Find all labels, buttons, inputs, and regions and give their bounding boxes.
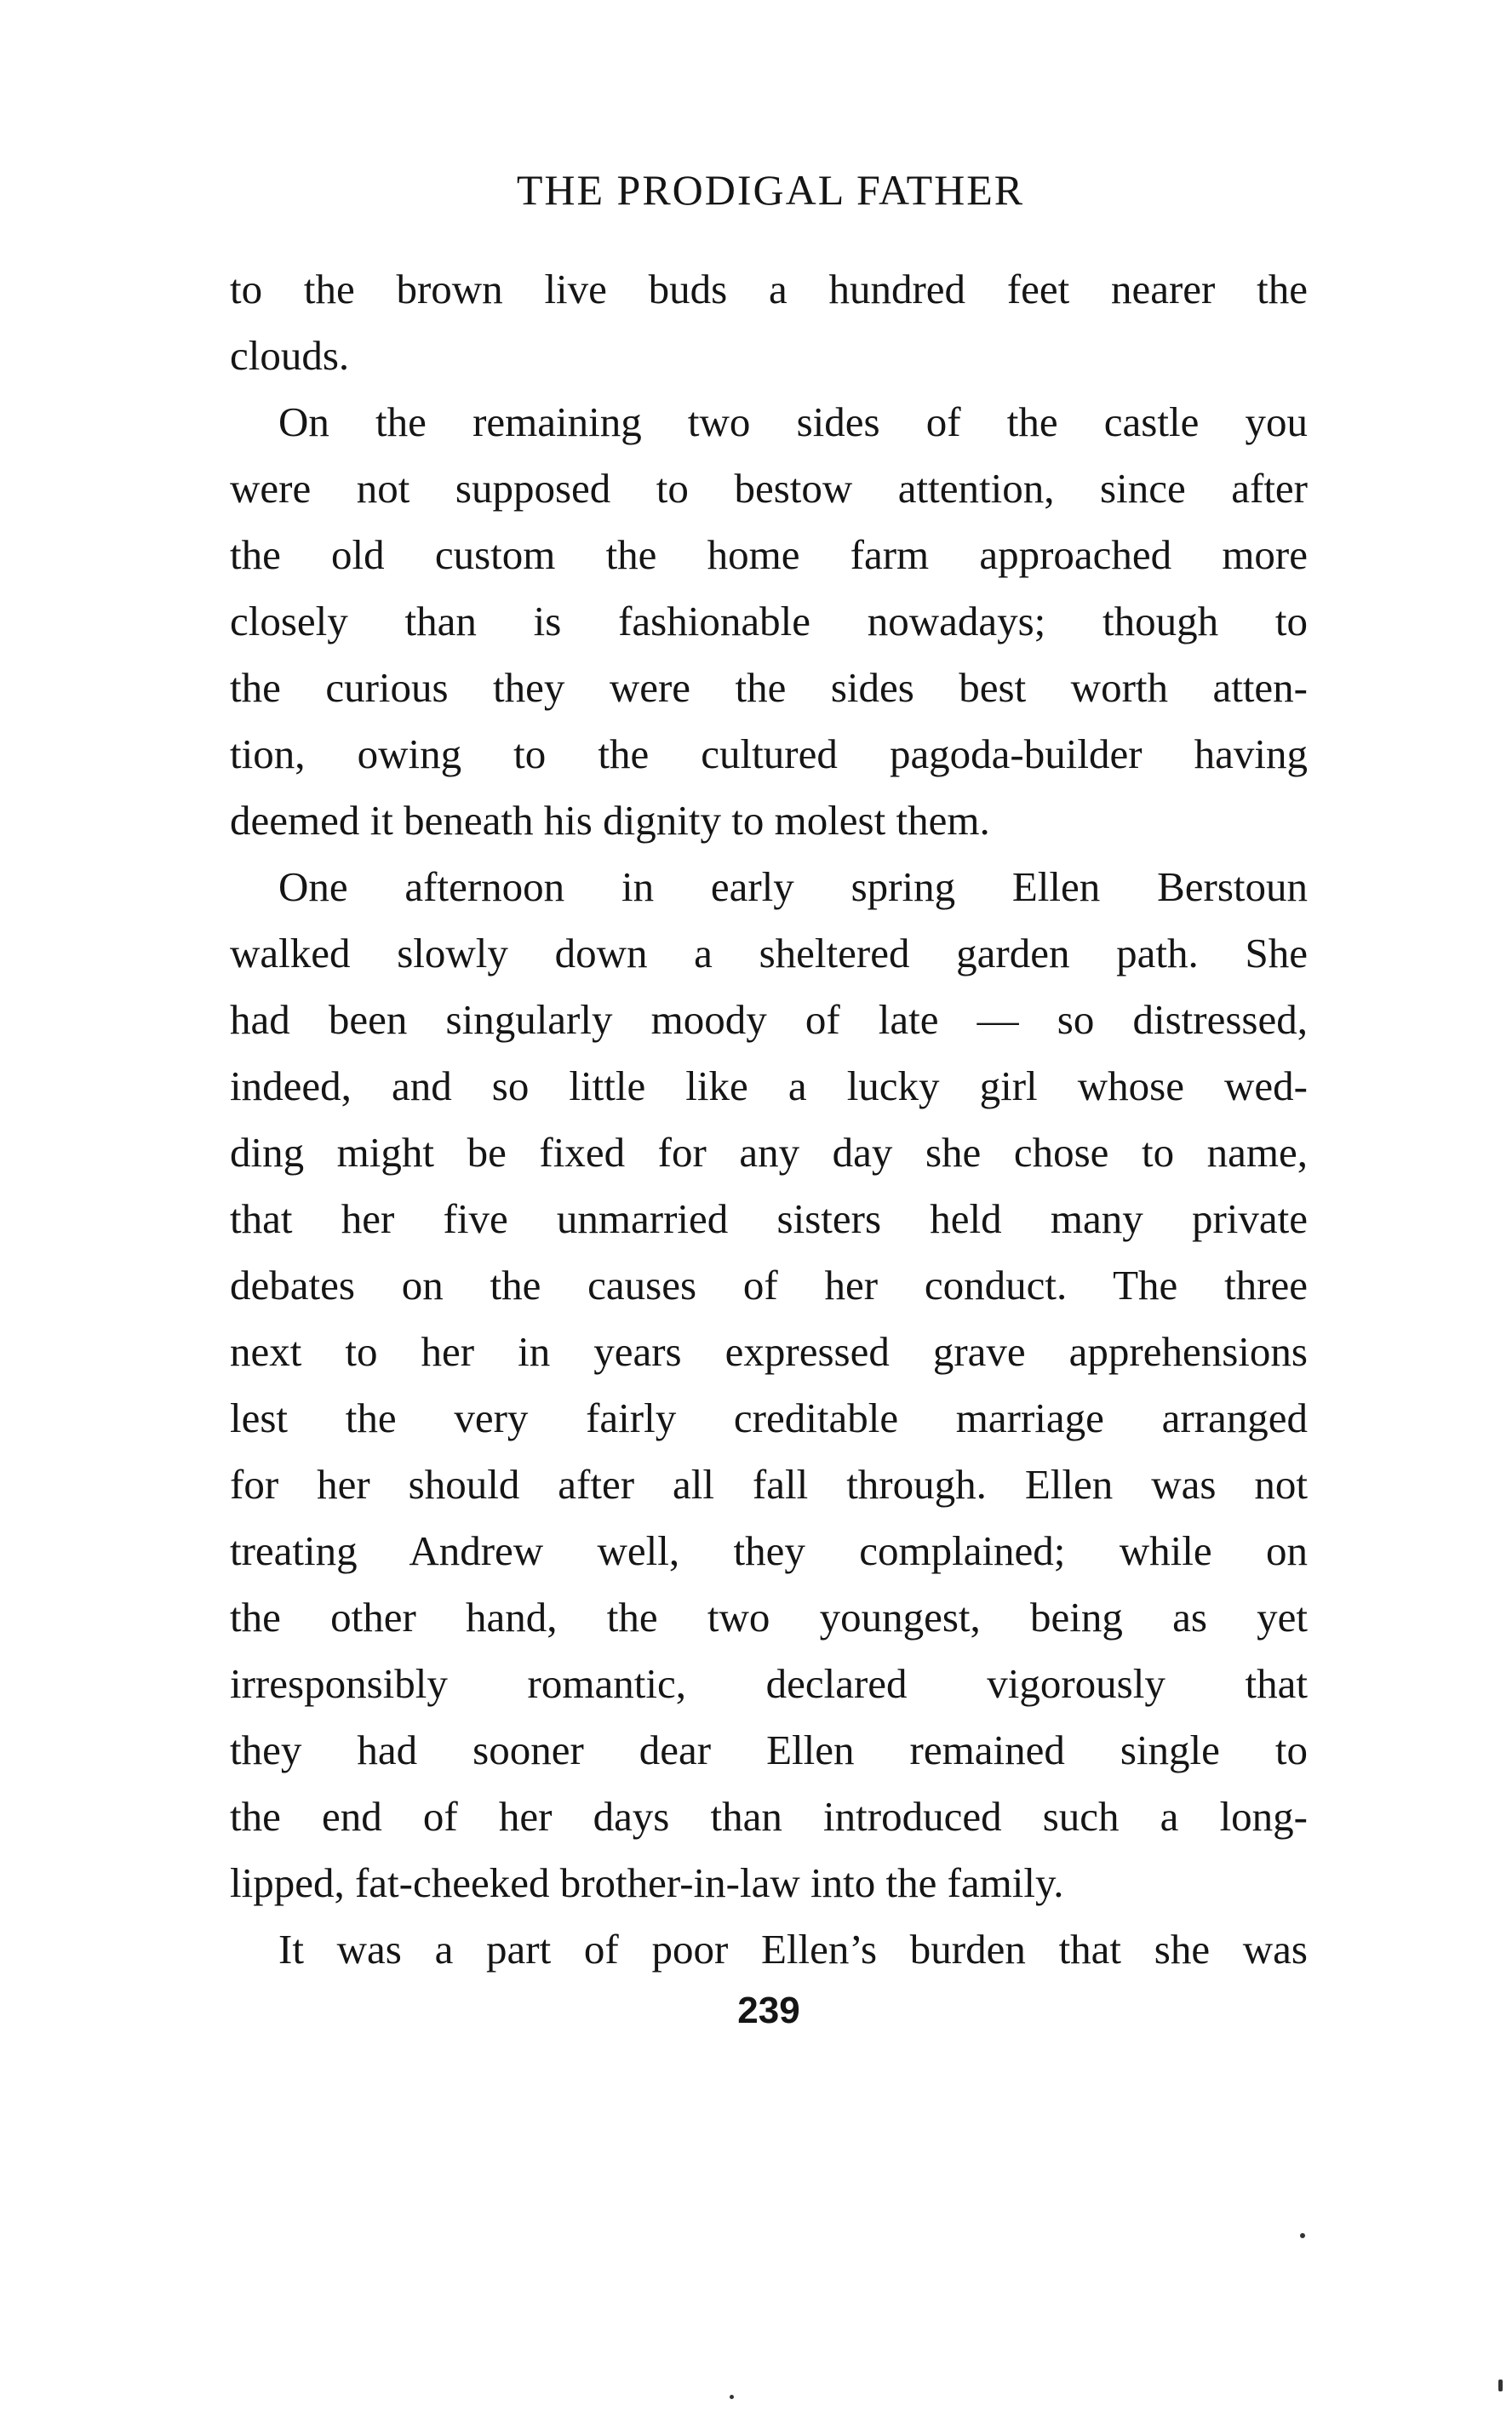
text-line: lest the very fairly creditable marriage arranged <box>230 1394 1308 1441</box>
text-line: the end of her days than introduced such a long- <box>230 1793 1308 1840</box>
text-line: irresponsibly romantic, declared vigorously that <box>230 1660 1308 1707</box>
text-line: the old custom the home farm approached more <box>230 531 1308 578</box>
text-line: that her five unmarried sisters held many private <box>230 1195 1308 1242</box>
text-line: the other hand, the two youngest, being as yet <box>230 1594 1308 1641</box>
page-number: 239 <box>737 1990 800 2031</box>
text-line: were not supposed to bestow attention, since after <box>230 465 1308 512</box>
text-line: for her should after all fall through. Ellen was not <box>230 1461 1308 1508</box>
text-line: had been singularly moody of late — so distressed, <box>230 996 1308 1043</box>
text-line: ding might be fixed for any day she chose to name, <box>230 1129 1308 1176</box>
scan-speck <box>1300 2233 1305 2238</box>
text-line: treating Andrew well, they complained; while on <box>230 1527 1308 1574</box>
text-line: deemed it beneath his dignity to molest them. <box>230 797 990 844</box>
scan-speck <box>1498 2380 1503 2391</box>
running-head: THE PRODIGAL FATHER <box>516 166 1025 214</box>
text-line: On the remaining two sides of the castle you <box>278 398 1308 445</box>
text-line: to the brown live buds a hundred feet nearer the <box>230 266 1308 312</box>
scan-speck <box>730 2395 734 2399</box>
text-line: clouds. <box>230 332 350 379</box>
text-line: closely than is fashionable nowadays; though to <box>230 598 1308 644</box>
text-line: they had sooner dear Ellen remained single to <box>230 1727 1308 1773</box>
text-line: the curious they were the sides best worth atten- <box>230 664 1308 711</box>
text-line: next to her in years expressed grave apprehensions <box>230 1328 1308 1375</box>
text-line: tion, owing to the cultured pagoda-builder having <box>230 730 1308 777</box>
text-line: It was a part of poor Ellen’s burden that she was <box>278 1926 1308 1973</box>
text-line: One afternoon in early spring Ellen Berstoun <box>278 863 1308 910</box>
text-line: indeed, and so little like a lucky girl whose wed- <box>230 1062 1308 1109</box>
body-text <box>230 256 1308 1983</box>
text-line: lipped, fat-cheeked brother-in-law into the family. <box>230 1859 1064 1906</box>
text-line: walked slowly down a sheltered garden path. She <box>230 930 1308 976</box>
text-line: debates on the causes of her conduct. The three <box>230 1262 1308 1309</box>
